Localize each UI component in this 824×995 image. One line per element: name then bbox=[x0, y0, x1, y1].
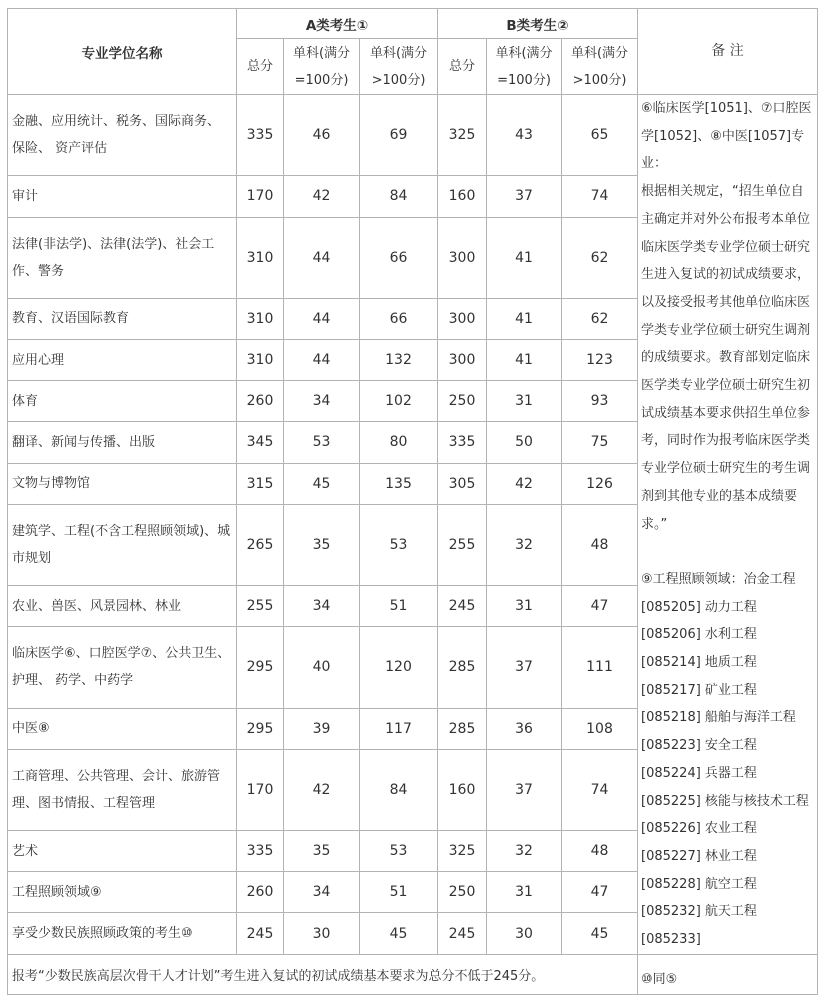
header-a-single-le100: 单科(满分 =100分) bbox=[284, 39, 360, 95]
b-single-le100: 36 bbox=[487, 708, 562, 749]
a-single-gt100: 84 bbox=[360, 176, 438, 217]
header-group-b: B类考生② bbox=[438, 9, 638, 39]
a-single-gt100: 69 bbox=[360, 95, 438, 176]
b-total: 300 bbox=[438, 298, 487, 339]
b-single-le100: 41 bbox=[487, 217, 562, 298]
b-single-gt100: 123 bbox=[562, 340, 638, 381]
b-single-gt100: 75 bbox=[562, 422, 638, 463]
major-name: 艺术 bbox=[8, 831, 237, 872]
a-total: 335 bbox=[237, 831, 284, 872]
header-a-single-gt100: 单科(满分 >100分) bbox=[360, 39, 438, 95]
a-total: 255 bbox=[237, 586, 284, 627]
a-single-le100: 34 bbox=[284, 381, 360, 422]
b-single-le100: 31 bbox=[487, 586, 562, 627]
b-total: 335 bbox=[438, 422, 487, 463]
remark-note-678-body: 根据相关规定，“招生单位自主确定并对外公布报考本单位临床医学类专业学位硕士研究生进入复试的初试成绩要求，以及接受报考其他单位临床医学类专业学位硕士研究生调剂的成绩要求。教育部划定临床医学类专业学位硕士研究生初试成绩基本要求供招生单位参考，同时作为报考临床医学类专业学位硕士研究生的考生调剂到其他专业的基本成绩要求。” bbox=[641, 184, 811, 532]
b-total: 305 bbox=[438, 463, 487, 504]
major-name: 审计 bbox=[8, 176, 237, 217]
a-single-gt100: 80 bbox=[360, 422, 438, 463]
footer-row bbox=[8, 954, 818, 994]
b-total: 255 bbox=[438, 504, 487, 585]
b-total: 160 bbox=[438, 749, 487, 830]
major-name: 中医⑧ bbox=[8, 708, 237, 749]
header-a-total: 总分 bbox=[237, 39, 284, 95]
b-single-le100: 41 bbox=[487, 340, 562, 381]
b-single-gt100: 74 bbox=[562, 176, 638, 217]
major-name: 工程照顾领域⑨ bbox=[8, 872, 237, 913]
a-single-gt100: 53 bbox=[360, 831, 438, 872]
header-remarks: 备 注 bbox=[638, 9, 818, 95]
b-single-gt100: 48 bbox=[562, 504, 638, 585]
b-single-le100: 30 bbox=[487, 913, 562, 954]
a-total: 260 bbox=[237, 381, 284, 422]
a-single-gt100: 132 bbox=[360, 340, 438, 381]
a-single-gt100: 51 bbox=[360, 872, 438, 913]
major-name: 教育、汉语国际教育 bbox=[8, 298, 237, 339]
b-single-gt100: 74 bbox=[562, 749, 638, 830]
b-single-gt100: 111 bbox=[562, 627, 638, 708]
a-total: 170 bbox=[237, 749, 284, 830]
a-single-gt100: 53 bbox=[360, 504, 438, 585]
a-single-le100: 30 bbox=[284, 913, 360, 954]
b-single-gt100: 108 bbox=[562, 708, 638, 749]
a-total: 310 bbox=[237, 298, 284, 339]
b-single-le100: 37 bbox=[487, 749, 562, 830]
a-total: 310 bbox=[237, 340, 284, 381]
header-major-name: 专业学位名称 bbox=[8, 9, 237, 95]
a-single-le100: 44 bbox=[284, 298, 360, 339]
header-b-single-le100: 单科(满分 =100分) bbox=[487, 39, 562, 95]
a-total: 245 bbox=[237, 913, 284, 954]
a-total: 310 bbox=[237, 217, 284, 298]
b-single-le100: 41 bbox=[487, 298, 562, 339]
a-single-gt100: 45 bbox=[360, 913, 438, 954]
b-single-gt100: 47 bbox=[562, 872, 638, 913]
major-name: 金融、应用统计、税务、国际商务、保险、 资产评估 bbox=[8, 95, 237, 176]
b-single-le100: 42 bbox=[487, 463, 562, 504]
a-single-gt100: 66 bbox=[360, 298, 438, 339]
b-total: 160 bbox=[438, 176, 487, 217]
a-total: 260 bbox=[237, 872, 284, 913]
b-single-le100: 31 bbox=[487, 381, 562, 422]
remarks-cell bbox=[638, 95, 818, 955]
b-single-le100: 32 bbox=[487, 831, 562, 872]
major-name: 享受少数民族照顾政策的考生⑩ bbox=[8, 913, 237, 954]
b-single-le100: 50 bbox=[487, 422, 562, 463]
a-single-le100: 42 bbox=[284, 749, 360, 830]
b-total: 300 bbox=[438, 217, 487, 298]
a-single-le100: 45 bbox=[284, 463, 360, 504]
b-single-le100: 43 bbox=[487, 95, 562, 176]
major-name: 临床医学⑥、口腔医学⑦、公共卫生、护理、 药学、中药学 bbox=[8, 627, 237, 708]
major-name: 建筑学、工程(不含工程照顾领域)、城市规划 bbox=[8, 504, 237, 585]
a-single-le100: 34 bbox=[284, 586, 360, 627]
a-single-gt100: 120 bbox=[360, 627, 438, 708]
b-total: 325 bbox=[438, 95, 487, 176]
header-b-total: 总分 bbox=[438, 39, 487, 95]
b-single-gt100: 62 bbox=[562, 217, 638, 298]
b-total: 250 bbox=[438, 872, 487, 913]
a-single-gt100: 51 bbox=[360, 586, 438, 627]
a-single-le100: 44 bbox=[284, 340, 360, 381]
major-name: 工商管理、公共管理、会计、旅游管理、图书情报、工程管理 bbox=[8, 749, 237, 830]
score-table bbox=[7, 8, 818, 995]
table-row bbox=[8, 95, 818, 176]
a-total: 265 bbox=[237, 504, 284, 585]
a-single-gt100: 102 bbox=[360, 381, 438, 422]
a-single-le100: 39 bbox=[284, 708, 360, 749]
a-total: 170 bbox=[237, 176, 284, 217]
a-single-le100: 53 bbox=[284, 422, 360, 463]
remark-note-678: ⑥临床医学[1051]、⑦口腔医学[1052]、⑧中医[1057]专业： bbox=[641, 101, 812, 172]
b-single-gt100: 62 bbox=[562, 298, 638, 339]
major-name: 法律(非法学)、法律(法学)、社会工作、警务 bbox=[8, 217, 237, 298]
b-total: 325 bbox=[438, 831, 487, 872]
a-single-gt100: 117 bbox=[360, 708, 438, 749]
b-single-le100: 32 bbox=[487, 504, 562, 585]
a-single-le100: 35 bbox=[284, 831, 360, 872]
b-single-gt100: 65 bbox=[562, 95, 638, 176]
footer-note: 报考“少数民族高层次骨干人才计划”考生进入复试的初试成绩基本要求为总分不低于245分。 bbox=[8, 954, 638, 994]
b-total: 285 bbox=[438, 708, 487, 749]
a-single-le100: 44 bbox=[284, 217, 360, 298]
major-name: 文物与博物馆 bbox=[8, 463, 237, 504]
b-single-gt100: 48 bbox=[562, 831, 638, 872]
a-total: 315 bbox=[237, 463, 284, 504]
header-group-a: A类考生① bbox=[237, 9, 438, 39]
a-total: 345 bbox=[237, 422, 284, 463]
b-total: 245 bbox=[438, 586, 487, 627]
a-single-le100: 46 bbox=[284, 95, 360, 176]
b-single-gt100: 45 bbox=[562, 913, 638, 954]
b-single-gt100: 126 bbox=[562, 463, 638, 504]
a-single-le100: 40 bbox=[284, 627, 360, 708]
b-total: 250 bbox=[438, 381, 487, 422]
remark-note-9: ⑨工程照顾领域：冶金工程[085205] 动力工程[085206] 水利工程[085214] 地质工程[085217] 矿业工程[085218] 船舶与海洋工程[085223] 安全工程[085224] 兵器工程[085225] 核能与核技术工程[085226] 农业工程[085227] 林业工程[085228] 航空工程[085232] 航天工程[085233] bbox=[641, 571, 809, 948]
a-single-le100: 34 bbox=[284, 872, 360, 913]
b-total: 300 bbox=[438, 340, 487, 381]
major-name: 翻译、新闻与传播、出版 bbox=[8, 422, 237, 463]
a-single-gt100: 84 bbox=[360, 749, 438, 830]
a-single-gt100: 66 bbox=[360, 217, 438, 298]
b-single-le100: 31 bbox=[487, 872, 562, 913]
header-b-single-gt100: 单科(满分 >100分) bbox=[562, 39, 638, 95]
major-name: 应用心理 bbox=[8, 340, 237, 381]
a-total: 335 bbox=[237, 95, 284, 176]
b-single-le100: 37 bbox=[487, 176, 562, 217]
b-total: 285 bbox=[438, 627, 487, 708]
b-single-gt100: 47 bbox=[562, 586, 638, 627]
remark-note-10: ⑩同⑤ bbox=[638, 954, 818, 994]
a-single-le100: 35 bbox=[284, 504, 360, 585]
a-single-le100: 42 bbox=[284, 176, 360, 217]
b-single-le100: 37 bbox=[487, 627, 562, 708]
major-name: 农业、兽医、风景园林、林业 bbox=[8, 586, 237, 627]
b-total: 245 bbox=[438, 913, 487, 954]
a-total: 295 bbox=[237, 627, 284, 708]
major-name: 体育 bbox=[8, 381, 237, 422]
a-single-gt100: 135 bbox=[360, 463, 438, 504]
a-total: 295 bbox=[237, 708, 284, 749]
b-single-gt100: 93 bbox=[562, 381, 638, 422]
